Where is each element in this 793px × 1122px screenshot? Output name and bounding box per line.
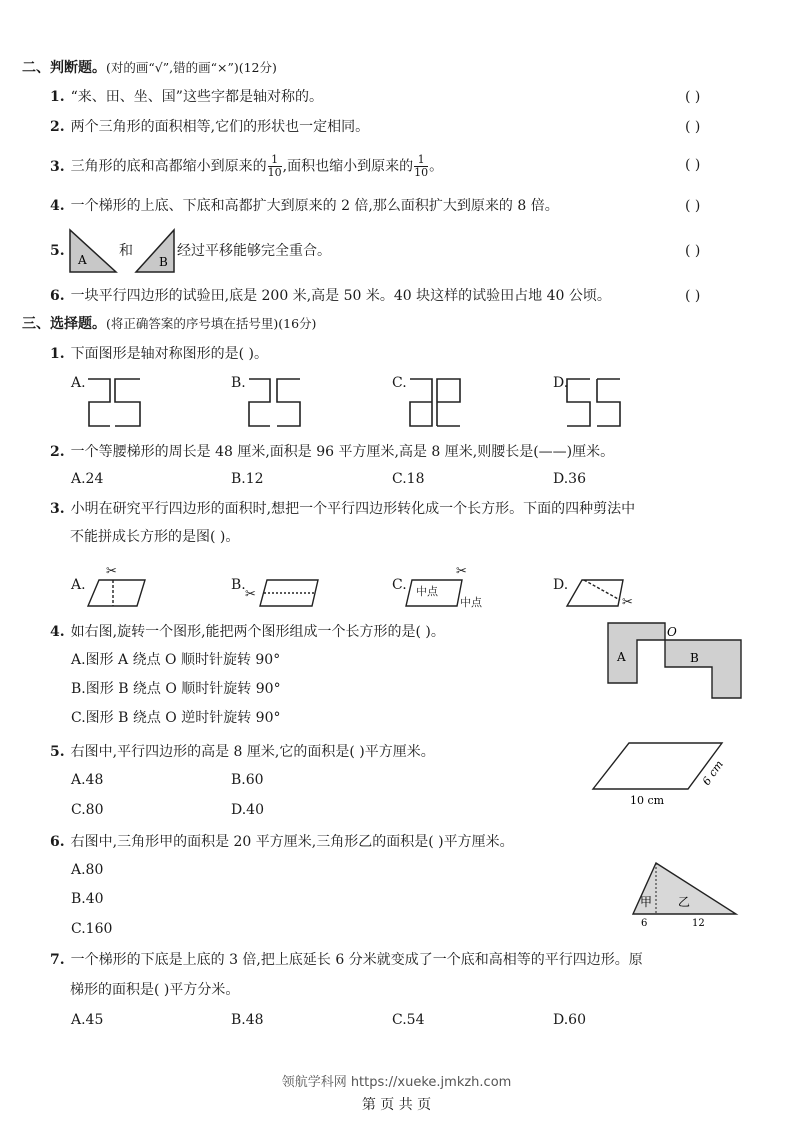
option-a[interactable]: A.45 [71,1012,104,1028]
scissors-icon: ✂ [456,564,467,579]
answer-paren[interactable]: ( ) [685,89,701,105]
q-text-continued: 不能拼成长方形的是图( )。 [70,529,240,545]
choice-question-4 [50,623,445,641]
base-label: 10 cm [630,794,665,807]
watermark: 领航学科网 https://xueke.jmkzh.com [281,1075,512,1090]
heading-note: (将正确答案的序号填在括号里)(16分) [106,316,317,331]
option-d[interactable]: D.36 [553,471,586,487]
q-text: 下面图形是轴对称图形的是( )。 [70,346,268,362]
midpoint-label: 中点 [416,585,438,598]
q-text: ,面积也缩小到原来的 [282,158,414,175]
midpoint-label: 中点 [460,596,482,609]
numerator: 1 [268,154,282,167]
triangle-a-label: A [78,253,87,267]
q-num: 2. [50,119,65,135]
heading-text: 二、判断题。 [22,60,106,76]
option-c[interactable]: C.54 [392,1012,425,1028]
option-d[interactable]: D.60 [553,1012,586,1028]
yi-label: 乙 [678,895,691,909]
option-c[interactable]: C.80 [71,802,104,818]
q-text: 一个梯形的上底、下底和高都扩大到原来的 2 倍,那么面积扩大到原来的 8 倍。 [70,198,559,214]
option-b[interactable]: B.图形 B 绕点 O 顺时针旋转 90° [71,681,281,697]
q-num: 1. [50,89,65,105]
q-text: 小明在研究平行四边形的面积时,想把一个平行四边形转化成一个长方形。下面的四种剪法中 [70,501,636,517]
q-num: 3. [50,158,65,175]
q-num: 7. [50,952,65,968]
q-num: 4. [50,198,65,214]
option-c[interactable]: C.18 [392,471,425,487]
q-text: “来、田、坐、国”这些字都是轴对称的。 [70,89,323,105]
option-c[interactable]: C.图形 B 绕点 O 逆时针旋转 90° [71,710,281,726]
jia-label: 甲 [640,895,653,909]
q-text-continued: 梯形的面积是( )平方分米。 [70,982,240,998]
option-c[interactable]: C.160 [71,921,113,937]
option-d[interactable]: D. [553,375,569,391]
scissors-icon: ✂ [622,595,633,610]
q-num: 6. [50,834,65,850]
option-b[interactable]: B.48 [231,1012,264,1028]
choice-question-5 [50,743,435,761]
choice-question-7 [50,951,643,969]
cut-line-d [584,580,620,600]
q-num: 2. [50,444,65,460]
q-text: 。 [429,158,444,175]
scissors-icon: ✂ [245,587,256,602]
option-a[interactable]: A. [71,577,86,593]
q-num: 6. [50,288,65,304]
parallelogram-a [88,580,145,606]
q-text: 一块平行四边形的试验田,底是 200 米,高是 50 米。40 块这样的试验田占地 40 公顷。 [70,288,611,304]
point-o-label: O [667,625,677,639]
option-a[interactable]: A.48 [71,772,104,788]
option-d[interactable]: D.40 [231,802,264,818]
numerator: 1 [414,154,428,167]
option-b[interactable]: B. [231,375,246,391]
answer-paren[interactable]: ( ) [685,243,701,259]
option-b[interactable]: B.60 [231,772,264,788]
option-a[interactable]: A.24 [71,471,104,487]
parallelogram-figure [590,740,750,810]
denominator: 10 [267,166,282,179]
answer-paren[interactable]: ( ) [685,157,701,173]
choice-question-6 [50,833,514,851]
option-a[interactable]: A.图形 A 绕点 O 顺时针旋转 90° [71,652,281,668]
option-b[interactable]: B.12 [231,471,264,487]
and-text: 和 [119,243,133,259]
option-d[interactable]: D. [553,577,569,593]
q-text: 如右图,旋转一个图形,能把两个图形组成一个长方形的是( )。 [70,624,445,640]
parallelogram-d [567,580,623,606]
shape-a-label: A [617,650,626,664]
option-b[interactable]: B.40 [71,891,104,907]
q-num: 5. [50,744,65,760]
q-text: 一个梯形的下底是上底的 3 倍,把上底延长 6 分米就变成了一个底和高相等的平行四边形。原 [70,952,643,968]
triangle-b-label: B [159,255,168,269]
denominator: 10 [414,166,429,179]
q-text: 两个三角形的面积相等,它们的形状也一定相同。 [70,119,370,135]
side-label: 6 cm [699,758,726,788]
rotation-figure [605,620,745,702]
shape-b [665,640,741,698]
option-a[interactable]: A.80 [71,862,104,878]
heading-text: 三、选择题。 [22,316,106,332]
q-text: 一个等腰梯形的周长是 48 厘米,面积是 96 平方厘米,高是 8 厘米,则腰长是(——)厘米。 [70,444,615,460]
q-text: 三角形的底和高都缩小到原来的 [70,158,267,175]
q-num: 3. [50,501,65,517]
right-base-label: 12 [692,918,705,929]
left-base-label: 6 [641,918,648,929]
shape-b-label: B [690,651,699,665]
q-num: 4. [50,624,65,640]
page-number: 第 页 共 页 [361,1097,432,1113]
heading-note: (对的画“√”,错的画“×”)(12分) [106,60,277,75]
answer-paren[interactable]: ( ) [685,288,701,304]
triangle-figure [630,860,742,930]
scissors-icon: ✂ [106,564,117,579]
q-num: 5. [50,243,65,259]
q-text: 经过平移能够完全重合。 [177,243,331,259]
q-num: 1. [50,346,65,362]
answer-paren[interactable]: ( ) [685,119,701,135]
answer-paren[interactable]: ( ) [685,198,701,214]
option-a[interactable]: A. [71,375,86,391]
option-c[interactable]: C. [392,577,407,593]
option-b[interactable]: B. [231,577,246,593]
q-text: 右图中,三角形甲的面积是 20 平方厘米,三角形乙的面积是( )平方厘米。 [70,834,514,850]
q-text: 右图中,平行四边形的高是 8 厘米,它的面积是( )平方厘米。 [70,744,435,760]
option-c[interactable]: C. [392,375,407,391]
